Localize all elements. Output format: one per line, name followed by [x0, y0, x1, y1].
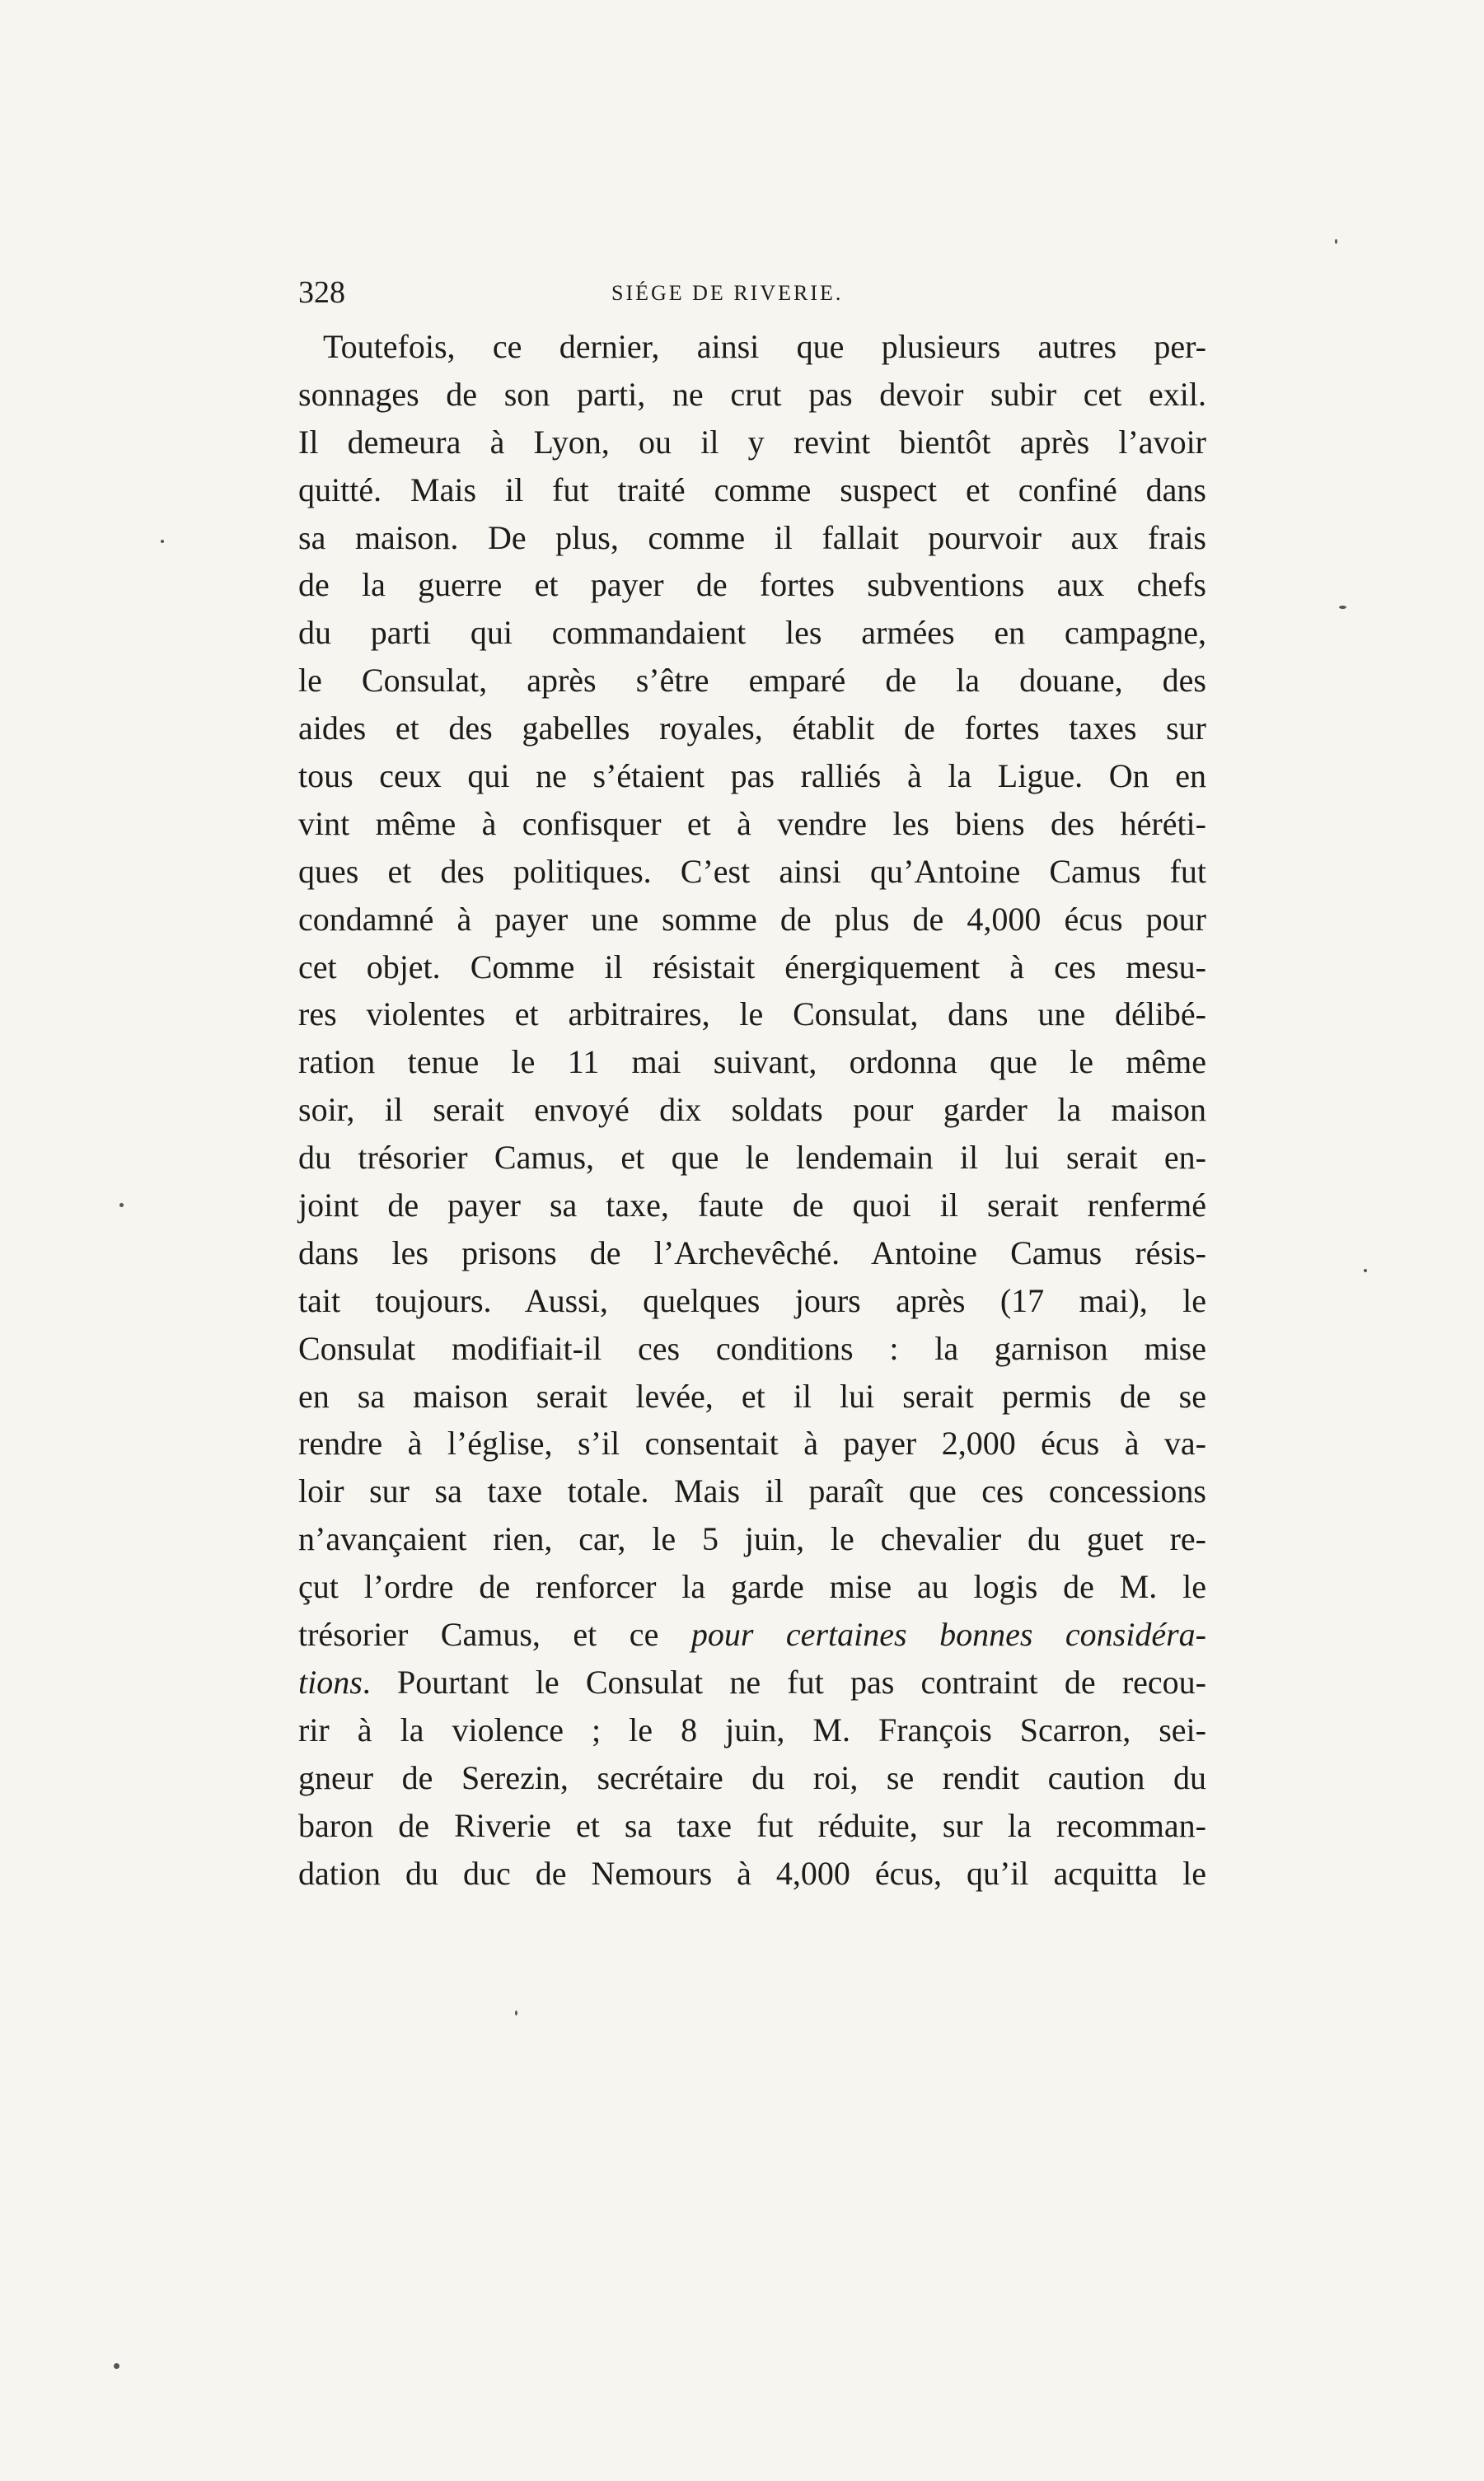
- text-line: baron de Riverie et sa taxe fut réduite, sur la recomman-: [298, 1806, 1206, 1844]
- italic-phrase: pour certaines bonnes considéra-: [691, 1616, 1206, 1654]
- text-line: ration tenue le 11 mai suivant, ordonna que le même: [298, 1043, 1206, 1081]
- text-line: tous ceux qui ne s’étaient pas ralliés à la Ligue. On en: [298, 757, 1206, 795]
- text-line: quitté. Mais il fut traité comme suspect et confiné dans: [298, 470, 1206, 508]
- scan-speck: [1335, 239, 1337, 244]
- text-span: trésorier Camus, et ce: [298, 1616, 691, 1654]
- text-line: aides et des gabelles royales, établit de fortes taxes sur: [298, 709, 1206, 747]
- text-line: Toutefois, ce dernier, ainsi que plusieurs autres per-: [323, 328, 1206, 365]
- text-line: tait toujours. Aussi, quelques jours après (17 mai), le: [298, 1281, 1206, 1319]
- text-line: en sa maison serait levée, et il lui serait permis de se: [298, 1377, 1206, 1415]
- text-line: sa maison. De plus, comme il fallait pourvoir aux frais: [298, 518, 1206, 556]
- scan-speck: [1339, 606, 1346, 609]
- text-line: joint de payer sa taxe, faute de quoi il serait renfermé: [298, 1187, 1206, 1224]
- text-line: le Consulat, après s’être emparé de la douane, des: [298, 662, 1206, 700]
- text-line: condamné à payer une somme de plus de 4,000 écus pour: [298, 900, 1206, 938]
- body-text: [298, 323, 1206, 1897]
- text-line: dans les prisons de l’Archevêché. Antoine Camus résis-: [298, 1233, 1206, 1271]
- text-span: . Pourtant le Consulat ne fut pas contraint de recou-: [362, 1663, 1206, 1701]
- page-number: 328: [298, 275, 345, 310]
- text-line: [298, 1659, 1206, 1706]
- text-line: du trésorier Camus, et que le lendemain il lui serait en-: [298, 1139, 1206, 1177]
- text-line: rir à la violence ; le 8 juin, M. François Scarron, sei-: [298, 1711, 1206, 1748]
- text-line: dation du duc de Nemours à 4,000 écus, qu’il acquitta le: [298, 1854, 1206, 1892]
- italic-phrase: tions: [298, 1663, 363, 1701]
- running-head: [298, 272, 1206, 313]
- text-line: soir, il serait envoyé dix soldats pour garder la maison: [298, 1091, 1206, 1129]
- scan-speck: [1364, 1269, 1367, 1272]
- text-line: n’avançaient rien, car, le 5 juin, le chevalier du guet re-: [298, 1520, 1206, 1558]
- text-line: ques et des politiques. C’est ainsi qu’Antoine Camus fut: [298, 852, 1206, 890]
- text-line: cet objet. Comme il résistait énergiquement à ces mesu-: [298, 948, 1206, 985]
- text-line: Consulat modifiait-il ces conditions : la garnison mise: [298, 1329, 1206, 1367]
- text-line: çut l’ordre de renforcer la garde mise au logis de M. le: [298, 1568, 1206, 1606]
- text-line: de la guerre et payer de fortes subventions aux chefs: [298, 566, 1206, 604]
- text-line: sonnages de son parti, ne crut pas devoir subir cet exil.: [298, 375, 1206, 413]
- text-line: res violentes et arbitraires, le Consulat, dans une délibé-: [298, 995, 1206, 1033]
- scan-speck: [119, 1203, 124, 1207]
- scan-speck: [161, 540, 164, 543]
- scan-speck: [114, 2363, 119, 2369]
- text-line: rendre à l’église, s’il consentait à payer 2,000 écus à va-: [298, 1425, 1206, 1463]
- text-line: loir sur sa taxe totale. Mais il paraît que ces concessions: [298, 1472, 1206, 1510]
- text-line: du parti qui commandaient les armées en campagne,: [298, 614, 1206, 652]
- text-line: [298, 1611, 1206, 1659]
- running-title: SIÉGE DE RIVERIE.: [611, 281, 844, 305]
- text-line: Il demeura à Lyon, ou il y revint bientôt après l’avoir: [298, 423, 1206, 461]
- scan-speck: [515, 2011, 517, 2015]
- text-line: vint même à confisquer et à vendre les biens des héréti-: [298, 804, 1206, 842]
- text-line: gneur de Serezin, secrétaire du roi, se rendit caution du: [298, 1758, 1206, 1796]
